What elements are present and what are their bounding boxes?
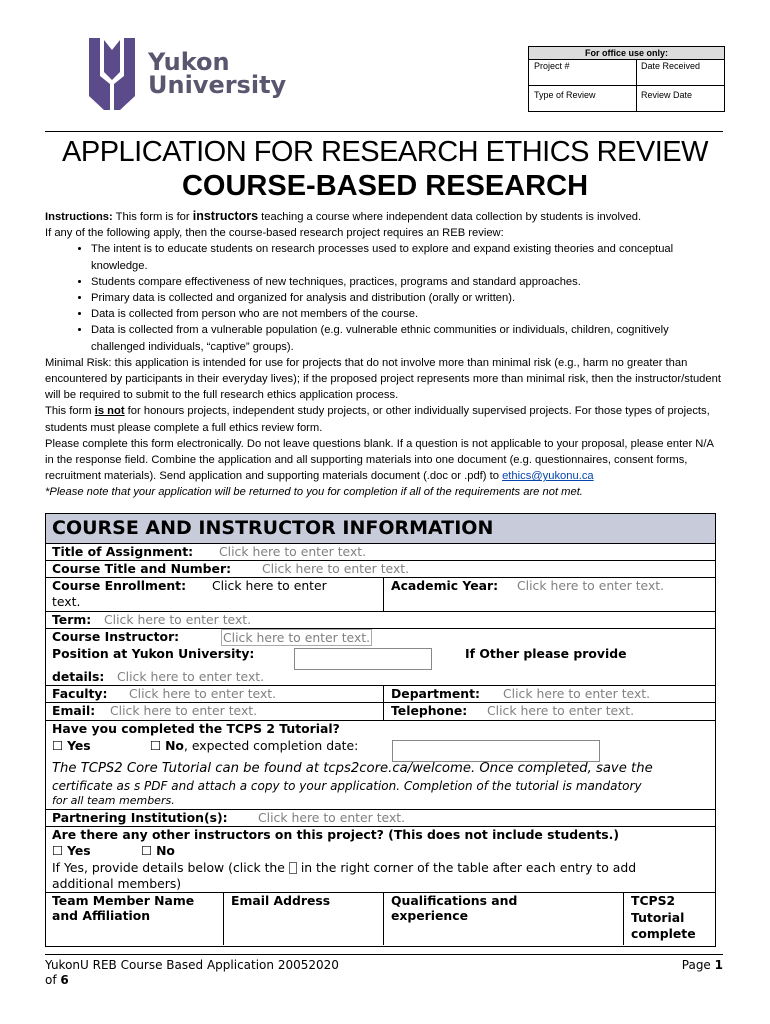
logo-text-line1: Yukon	[148, 48, 230, 76]
office-use-box	[528, 46, 725, 112]
list-item: • Data is collected from a vulnerable population (e.g. vulnerable ethnic communities or individuals, children, cognitively challenged individuals, “captive” groups).	[91, 322, 725, 354]
telephone-input[interactable]: Click here to enter text.	[487, 703, 635, 718]
tcps-info-line2: certificate as s PDF and attach a copy to your application. Completion of the tutorial is mandatory	[52, 779, 642, 793]
course-instructor-form	[45, 513, 716, 947]
list-item: • The intent is to educate students on research processes used to explore and expand existing theories and conceptual knowledge.	[91, 241, 725, 273]
if-yes-text: If Yes, provide details below (click the in the right corner of the table after each entry to add	[52, 860, 637, 875]
add-row-icon	[289, 862, 297, 874]
course-enrollment-input-cont: text.	[52, 594, 81, 609]
course-title-input[interactable]: Click here to enter text.	[262, 561, 410, 576]
course-enrollment-label: Course Enrollment:	[52, 578, 187, 593]
complete-instructions: Please complete this form electronically. Do not leave questions blank. If a question is not applicable to your proposal, please enter N/A in the response field. Combine the application and all supporting materials into one document (e.g. questionnaires, consent forms, recruitment materials). Send application and supporting materials document (.doc or .pdf) to ethics@yukonu.ca	[45, 437, 714, 483]
project-number-label: Project #	[534, 61, 570, 71]
if-yes-text-cont: additional members)	[52, 876, 182, 891]
position-label: Position at Yukon University:	[52, 646, 255, 661]
tcps-question: Have you completed the TCPS 2 Tutorial?	[52, 721, 340, 736]
criteria-list	[45, 241, 725, 354]
review-date-label: Review Date	[641, 90, 693, 100]
col-team-member: Team Member Name and Affiliation	[52, 893, 195, 923]
ethics-email-link[interactable]: ethics@yukonu.ca	[502, 470, 594, 483]
title-assignment-label: Title of Assignment:	[52, 544, 194, 559]
tcps-no-checkbox[interactable]: ☐ No, expected completion date:	[150, 738, 359, 753]
team-members-table-header	[46, 893, 715, 945]
if-other-label: If Other please provide	[465, 646, 627, 661]
minimal-risk-text: Minimal Risk: this application is intended for use for projects that do not involve more than minimal risk (e.g., harm no greater than encountered by participants in their everyday lives); if the proposed project represents more than minimal risk, then the instructor/student will be required to submit to the full research ethics application process.	[45, 356, 721, 402]
other-instructors-question: Are there any other instructors on this project? (This does not include students.)	[52, 827, 620, 842]
other-no-checkbox[interactable]: ☐ No	[141, 843, 175, 858]
faculty-label: Faculty:	[52, 686, 108, 701]
logo-text-line2: University	[148, 71, 287, 99]
title-assignment-input[interactable]: Click here to enter text.	[219, 544, 367, 559]
yukon-leaf-logo-icon	[86, 36, 138, 112]
footer-divider	[45, 954, 723, 955]
list-item: • Primary data is collected and organized for analysis and distribution (orally or written).	[91, 290, 725, 306]
completion-date-input[interactable]	[392, 740, 600, 762]
details-input[interactable]: Click here to enter text.	[117, 669, 265, 684]
academic-year-input[interactable]: Click here to enter text.	[517, 578, 665, 593]
instructions-section	[45, 208, 725, 501]
type-of-review-label: Type of Review	[534, 90, 596, 100]
footer-page-total: of 6	[45, 973, 69, 987]
email-label: Email:	[52, 703, 96, 718]
instructions-intro: Instructions: This form is for instructors teaching a course where independent data collection by students is involved.	[45, 209, 642, 223]
telephone-label: Telephone:	[391, 703, 468, 718]
faculty-input[interactable]: Click here to enter text.	[129, 686, 277, 701]
term-input[interactable]: Click here to enter text.	[104, 612, 252, 627]
partnering-input[interactable]: Click here to enter text.	[258, 810, 406, 825]
col-tcps2: TCPS2 Tutorial complete	[631, 893, 696, 941]
date-received-label: Date Received	[641, 61, 701, 71]
details-label: details:	[52, 669, 105, 684]
list-item: • Students compare effectiveness of new techniques, practices, programs and standard approaches.	[91, 274, 725, 290]
tcps-info-line3: for all team members.	[52, 794, 175, 807]
tcps-info-line1: The TCPS2 Core Tutorial can be found at tcps2core.ca/welcome. Once completed, save the	[52, 761, 653, 776]
course-instructor-input[interactable]: Click here to enter text.	[223, 630, 371, 645]
col-qualifications: Qualifications and experience	[391, 893, 518, 923]
academic-year-label: Academic Year:	[391, 578, 499, 593]
not-for-text: This form is not for honours projects, independent study projects, or other individually supervised projects. For those types of projects, students must please complete a full ethics review form.	[45, 405, 710, 434]
course-enrollment-input[interactable]: Click here to enter	[212, 578, 327, 593]
return-note: *Please note that your application will be returned to you for completion if all of the requirements are not met.	[45, 486, 583, 499]
partnering-label: Partnering Institution(s):	[52, 810, 228, 825]
list-item: • Data is collected from person who are not members of the course.	[91, 306, 725, 322]
form-section-header: COURSE AND INSTRUCTOR INFORMATION	[46, 514, 715, 544]
footer-page-number: Page 1	[681, 958, 723, 972]
term-label: Term:	[52, 612, 92, 627]
header-divider	[45, 131, 723, 132]
department-label: Department:	[391, 686, 480, 701]
office-use-header: For office use only:	[529, 47, 724, 60]
position-dropdown[interactable]	[294, 648, 432, 670]
instructions-criteria: If any of the following apply, then the course-based research project requires an REB review:	[45, 227, 504, 240]
page-subtitle: COURSE-BASED RESEARCH	[181, 170, 589, 202]
col-email: Email Address	[231, 893, 331, 908]
department-input[interactable]: Click here to enter text.	[503, 686, 651, 701]
tcps-yes-checkbox[interactable]: ☐ Yes	[52, 738, 91, 753]
course-instructor-label: Course Instructor:	[52, 629, 180, 644]
email-input[interactable]: Click here to enter text.	[110, 703, 258, 718]
footer-document-id: YukonU REB Course Based Application 20052020	[45, 958, 339, 972]
other-yes-checkbox[interactable]: ☐ Yes	[52, 843, 91, 858]
course-title-label: Course Title and Number:	[52, 561, 232, 576]
page-title: APPLICATION FOR RESEARCH ETHICS REVIEW	[62, 136, 708, 168]
yukon-university-logo	[86, 36, 287, 112]
